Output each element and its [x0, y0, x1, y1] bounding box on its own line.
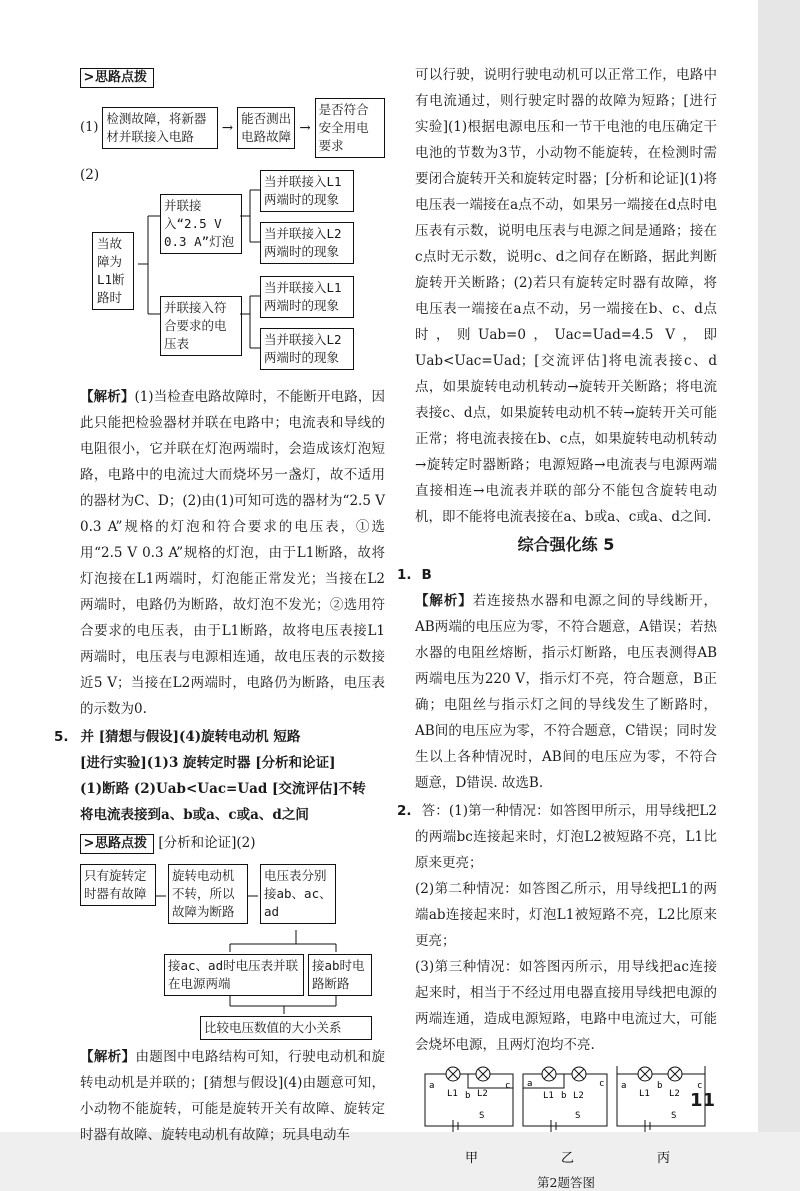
question-number: 1.	[397, 567, 412, 583]
analysis-label: 【解析】	[80, 389, 135, 405]
tree-root: 当故障为L1断路时	[92, 232, 134, 310]
page-edge	[758, 0, 800, 1132]
flow2-box-4: 接ac、ad时电压表并联在电源两端	[164, 954, 304, 996]
tree-leaf-2: 当并联接入L2两端时的现象	[260, 222, 354, 264]
tree-diagram	[80, 164, 385, 384]
flow2-connectors	[80, 860, 385, 1040]
tree-leaf-1: 当并联接入L1两端时的现象	[260, 170, 354, 212]
right-column	[397, 62, 718, 1191]
svg-text:c: c	[697, 1081, 703, 1091]
svg-text:a: a	[429, 1081, 435, 1091]
circuit-label: 丙	[657, 1151, 671, 1166]
svg-text:L1: L1	[543, 1091, 554, 1101]
svg-text:L2: L2	[669, 1089, 680, 1099]
svg-text:b: b	[465, 1091, 471, 1101]
circuit-label: 甲	[465, 1151, 479, 1166]
tip-tag: >思路点拨	[80, 68, 154, 88]
svg-text:L2: L2	[573, 1091, 584, 1101]
flow2-box-3: 电压表分别接ab、ac、ad	[260, 864, 336, 924]
svg-text:a: a	[527, 1079, 533, 1089]
flow2-box-5: 接ab时电路断路	[308, 954, 372, 996]
analysis-text: 由题图中电路结构可知，行驶电动机和旋转电动机是并联的；[猜想与假设](4)由题意可知，小动物不能旋转，可能是旋转开关有故障、旋转定时器有故障、旋转电动机有故障；玩具电动车	[80, 1049, 386, 1143]
q5-answer-line: [进行实验](1)3 旋转定时器 [分析和论证]	[80, 755, 336, 771]
tip-suffix: [分析和论证](2)	[158, 835, 256, 851]
svg-text:L2: L2	[477, 1089, 488, 1099]
svg-text:b: b	[561, 1091, 567, 1101]
tree-leaf-4: 当并联接入L2两端时的现象	[260, 328, 354, 370]
svg-text:S: S	[575, 1111, 581, 1121]
circuit-label: 乙	[561, 1151, 575, 1166]
tip-tag: >思路点拨	[80, 834, 154, 854]
q1-answer: B	[421, 567, 432, 583]
q2-text: (2)第二种情况：如答图乙所示，用导线把L1的两端ab连接起来时，灯泡L1被短路不亮，L2比原来更亮；	[415, 881, 717, 949]
flow1-box-1: 检测故障，将新器材并联接入电路	[102, 107, 217, 149]
svg-text:c: c	[599, 1079, 605, 1089]
q5-answer-line: 将电流表接到a、b或a、c或a、d之间	[80, 807, 309, 823]
q2-text: 答：(1)第一种情况：如答图甲所示，用导线把L2的两端bc连接起来时，灯泡L2被短路不亮，L1比原来更亮；	[415, 803, 717, 871]
flow2-box-1: 只有旋转定时器有故障	[80, 864, 156, 906]
tree-branch-a: 并联接入“2.5 V 0.3 A”灯泡	[160, 194, 242, 254]
figure-caption: 第2题答图	[537, 1175, 595, 1190]
arrow-icon: →	[299, 120, 311, 136]
tip-number: (1)	[80, 120, 99, 135]
flow1-box-3: 是否符合安全用电要求	[315, 98, 385, 158]
q2-text: (3)第三种情况：如答图丙所示，用导线把ac连接起来时，相当于不经过用电器直接用导线把电源的两端连通，造成电源短路，电路中电流过大，可能会烧坏电源，且两灯泡均不亮.	[415, 959, 717, 1053]
svg-text:b: b	[657, 1081, 663, 1091]
left-column	[54, 62, 386, 1148]
circuit-figure	[415, 1066, 715, 1166]
tree-connectors	[80, 164, 260, 384]
flow2-box-2: 旋转电动机不转，所以故障为断路	[168, 864, 248, 924]
q5-answer-line: 并 [猜想与假设](4)旋转电动机 短路	[80, 729, 301, 745]
arrow-icon: →	[221, 120, 234, 136]
svg-text:S: S	[671, 1111, 677, 1121]
analysis-label: 【解析】	[80, 1049, 136, 1065]
question-number: 5.	[54, 729, 69, 745]
tip-number: (2)	[80, 167, 100, 183]
flow1-box-2: 能否测出电路故障	[237, 107, 295, 149]
analysis-label: 【解析】	[415, 593, 473, 609]
flow2-diagram	[80, 860, 385, 1040]
svg-text:c: c	[505, 1081, 511, 1091]
page-number: 11	[690, 1090, 716, 1111]
svg-text:S: S	[479, 1111, 485, 1121]
svg-text:a: a	[621, 1081, 627, 1091]
circuit-jia	[425, 1067, 513, 1166]
q1-text: 若连接热水器和电源之间的导线断开，AB两端的电压应为零，不符合题意，A错误；若热水器的电阻丝熔断，指示灯断路，电压表测得AB两端电压为220 V，指示灯不亮，符合题意，B正确；电阻丝与指示灯之间的导线发生了断路时，AB间的电压应为零，不符合题意，C错误；同时发生以上各种情况时，AB间的电压应为零，不符合题意，D错误. 故选B.	[415, 593, 718, 791]
svg-text:L1: L1	[447, 1089, 458, 1099]
chevron-right-icon: >	[83, 836, 95, 851]
circuit-yi	[523, 1067, 607, 1166]
tree-leaf-3: 当并联接入L1两端时的现象	[260, 276, 354, 318]
flow2-box-6: 比较电压数值的大小关系	[200, 1016, 372, 1040]
question-number: 2.	[397, 803, 412, 819]
q5-answer-line: (1)断路 (2)Uab<Uac=Uad [交流评估]不转	[80, 781, 366, 797]
svg-text:L1: L1	[639, 1089, 650, 1099]
analysis-text: (1)当检查电路故障时，不能断开电路，因此只能把检验器材并联在电路中；电流表和导线的电阻很小，它并联在灯泡两端时，会造成该灯泡短路，电路中的电流过大而烧坏另一盏灯，故不适用的器材为C、D；(2)由(1)可知可选的器材为“2.5 V 0.3 A”规格的灯泡和符合要求的电压表，①选用“2.5 V 0.3 A”规格的灯泡，由于L1断路，故将灯泡接在L1两端时，灯泡能正常发光；当接在L2两端时，电路仍为断路，故灯泡不发光；②选用符合要求的电压表，由于L1断路，故将电压表接L1两端时，电压表与电源相连通，故电压表的示数接近5 V；当接在L2两端时，电路仍为断路，电压表的示数为0.	[80, 389, 385, 717]
chevron-right-icon: >	[83, 70, 95, 85]
tree-branch-b: 并联接入符合要求的电压表	[160, 296, 242, 356]
continued-text: 可以行驶，说明行驶电动机可以正常工作，电路中有电流通过，则行驶定时器的故障为短路；[进行实验](1)根据电源电压和一节干电池的电压确定干电池的节数为3节，小动物不能旋转，在检测时需要闭合旋转开关和旋转定时器；[分析和论证](1)将电压表一端接在a点不动，如果另一端接在d点时电压表有示数，说明电压表与电源之间是通路；接在c点时无示数，说明c、d之间存在断路，据此判断旋转开关断路；(2)若只有旋转定时器有故障，将电压表一端接在a点不动，另一端接在b、c、d点时，则Uab=0，Uac=Uad=4.5 V，即Uab<Uac=Uad；[交流评估]将电流表接c、d点，如果旋转电动机转动→旋转开关断路；将电流表接c、d点，如果旋转电动机不转→旋转开关可能正常；将电流表接在b、c点，如果旋转电动机转动→旋转定时器断路；电源短路→电流表与电源两端直接相连→电流表并联的部分不能包含旋转电动机，即不能将电流表接在a、b或a、c或a、d之间.	[415, 67, 717, 525]
circuit-bing	[617, 1066, 705, 1166]
section-title: 综合强化练 5	[517, 535, 615, 554]
